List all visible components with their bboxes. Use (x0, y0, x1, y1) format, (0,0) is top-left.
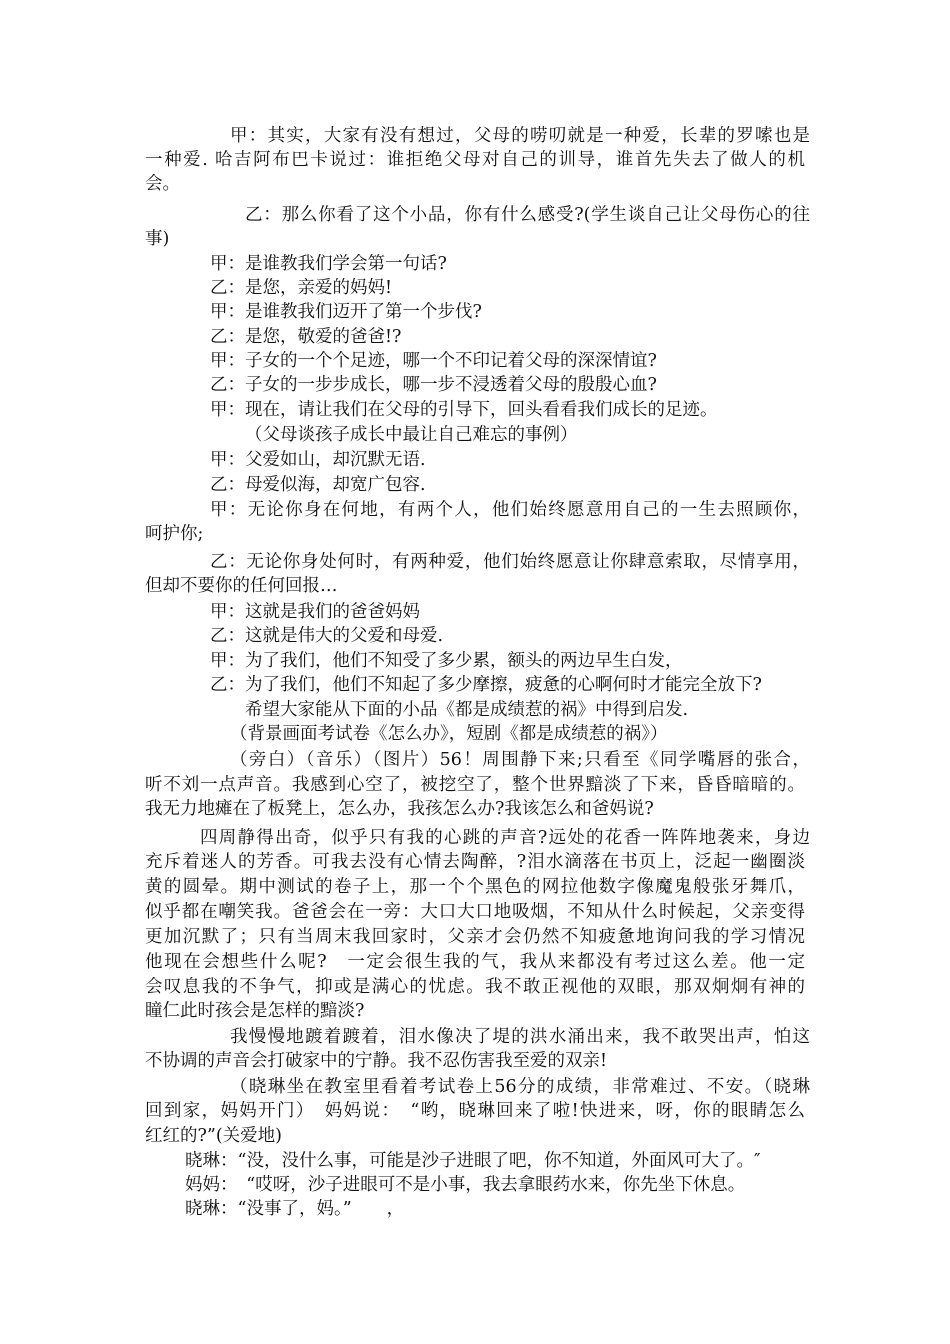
text-line: 乙：是您，敬爱的爸爸!? (210, 327, 402, 347)
text-line: 甲：这就是我们的爸爸妈妈 (210, 602, 420, 622)
text-line: 事) (145, 229, 170, 249)
text-line: 我无力地瘫在了板凳上，怎么办，我孩怎么办?我该怎么和爸妈说? (145, 799, 654, 819)
text-line: （晓琳坐在教室里看着考试卷上56分的成绩，非常难过、不安。（晓琳 (230, 1077, 810, 1097)
text-line: 甲：是谁教我们学会第一句话? (210, 254, 447, 274)
text-line: 乙：是您，亲爱的妈妈! (210, 278, 393, 298)
text-line: 甲：无论你身在何地，有两个人，他们始终愿意用自己的一生去照顾你， (210, 500, 810, 520)
text-line: 乙：无论你身处何时，有两种爱，他们始终愿意让你肆意索取，尽情享用， (210, 552, 810, 572)
text-line: 呵护你; (145, 524, 204, 544)
text-line: （背景画面考试卷《怎么办》，短剧《都是成绩惹的祸》） (230, 724, 668, 744)
text-line: 红红的?”(关爱地) (145, 1126, 282, 1146)
text-line: 甲：子女的一个个足迹，哪一个不印记着父母的深深情谊? (210, 351, 657, 371)
text-line: 乙：这就是伟大的父爱和母爱. (210, 626, 444, 646)
text-line: （父母谈孩子成长中最让自己难忘的事例） (245, 425, 578, 445)
text-line: 一种爱. 哈吉阿布巴卡说过：谁拒绝父母对自己的训导，谁首先失去了做人的机 (145, 150, 805, 170)
text-line: 他现在会想些什么呢? 一定会很生我的气，我从来都没有考过这么差。他一定 (145, 952, 805, 972)
text-line: 晓琳：“没，没什么事，可能是沙子进眼了吧，你不知道，外面风可大了。″ (185, 1151, 761, 1171)
text-line: 甲：为了我们，他们不知受了多少累，额头的两边早生白发， (210, 651, 683, 671)
text-line: 瞳仁此时孩会是怎样的黯淡? (145, 1001, 365, 1021)
text-line: 四周静得出奇，似乎只有我的心跳的声音?远处的花香一阵阵地袭来，身边 (200, 828, 810, 848)
text-line: 不协调的声音会打破家中的宁静。我不忍伤害我至爱的双亲! (145, 1051, 608, 1071)
text-line: 妈妈： “哎呀，沙子进眼可不是小事，我去拿眼药水来，你先坐下休息。 (185, 1175, 746, 1195)
text-line: 甲：现在，请让我们在父母的引导下，回头看看我们成长的足迹。 (210, 400, 718, 420)
text-line: 乙：母爱似海，却宽广包容. (210, 475, 426, 495)
text-line: 充斥着迷人的芳香。可我去没有心情去陶醉，?泪水滴落在书页上，泛起一幽圈淡 (145, 852, 805, 872)
text-line: 乙：子女的一步步成长，哪一步不浸透着父母的殷殷心血? (210, 375, 657, 395)
text-line: 更加沉默了；只有当周末我回家时，父亲才会仍然不知疲惫地询问我的学习情况 (145, 927, 805, 947)
text-line: 会叹息我的不争气，抑或是满心的忧虑。我不敢正视他的双眼，那双炯炯有神的 (145, 977, 805, 997)
text-line: 晓琳：“没事了，妈。” ， (185, 1199, 405, 1219)
text-line: 甲：父爱如山，却沉默无语. (210, 450, 426, 470)
text-line: （旁白）（音乐）（图片）56！周围静下来;只看至《同学嘴唇的张合， (230, 750, 810, 770)
text-line: 会。 (145, 174, 180, 194)
text-line: 甲：其实，大家有没有想过，父母的唠叨就是一种爱，长辈的罗嗦也是 (230, 126, 810, 146)
text-line: 希望大家能从下面的小品《都是成绩惹的祸》中得到启发. (245, 700, 689, 720)
text-line: 黄的圆晕。期中测试的卷子上，那一个个黑色的网拉他数字像魔鬼般张牙舞爪， (145, 877, 805, 897)
text-line: 甲：是谁教我们迈开了第一个步伐? (210, 302, 482, 322)
text-line: 听不刘一点声音。我感到心空了，被挖空了，整个世界黯淡了下来，昏昏暗暗的。 (145, 775, 805, 795)
text-line: 乙：为了我们，他们不知起了多少摩擦，疲惫的心啊何时才能完全放下? (210, 675, 762, 695)
text-line: 乙：那么你看了这个小品，你有什么感受?(学生谈自己让父母伤心的往 (245, 205, 810, 225)
text-line: 回到家，妈妈开门） 妈妈说： “哟，晓琳回来了啦!快进来，呀，你的眼睛怎么 (145, 1101, 805, 1121)
text-line: 但却不要你的任何回报… (145, 576, 338, 596)
text-line: 我慢慢地踱着踱着，泪水像决了堤的洪水涌出来，我不敢哭出声，怕这 (230, 1027, 810, 1047)
text-line: 似乎都在嘲笑我。爸爸会在一旁：大口大口地吸烟，不知从什么时候起，父亲变得 (145, 902, 805, 922)
